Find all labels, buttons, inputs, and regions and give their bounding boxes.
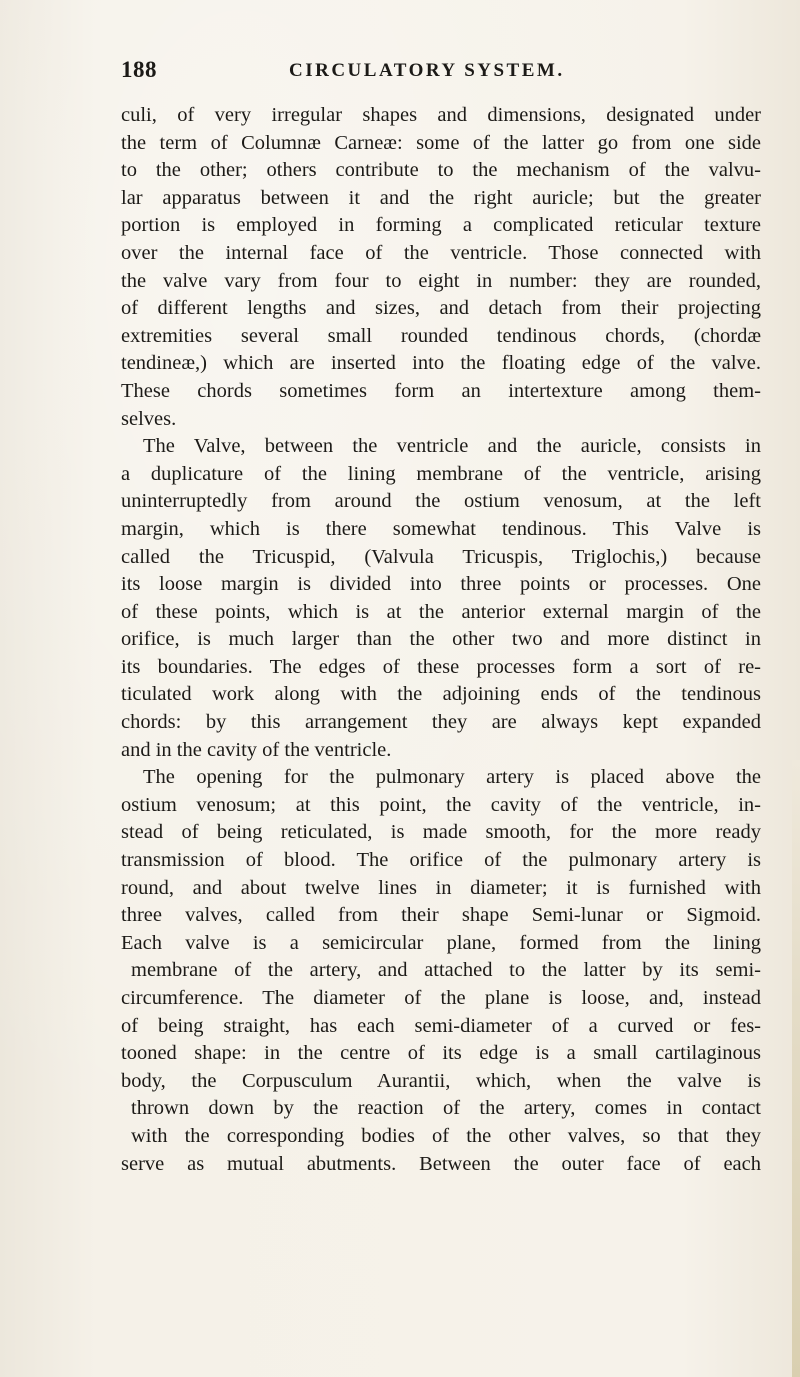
page-number: 188 [121, 57, 157, 82]
page-header [121, 57, 761, 91]
text-line: thrown down by the reaction of the artery, comes in contact [131, 1097, 761, 1120]
text-line: Each valve is a semicircular plane, formed from the lining [121, 931, 761, 954]
text-line: tendineæ,) which are inserted into the floating edge of the valve. [121, 352, 761, 375]
text-line: of being straight, has each semi-diameter of a curved or fes- [121, 1014, 761, 1037]
text-line: These chords sometimes form an intertexture among them- [121, 379, 761, 402]
text-line: body, the Corpusculum Aurantii, which, when the valve is [121, 1069, 761, 1092]
text-line: over the internal face of the ventricle. Those connected with [121, 241, 761, 264]
running-head: CIRCULATORY SYSTEM. [289, 60, 565, 81]
text-line: circumference. The diameter of the plane is loose, and, instead [121, 987, 761, 1009]
text-line: its boundaries. The edges of these processes form a sort of re- [121, 655, 761, 678]
text-line: and in the cavity of the ventricle. [121, 738, 392, 761]
text-line: The opening for the pulmonary artery is placed above the [143, 766, 761, 789]
text-line: of different lengths and sizes, and detach from their projecting [121, 297, 761, 320]
text-line: membrane of the artery, and attached to the latter by its semi- [131, 959, 761, 982]
text-line: three valves, called from their shape Semi-lunar or Sigmoid. [121, 904, 761, 927]
text-line: a duplicature of the lining membrane of the ventricle, arising [121, 462, 761, 485]
text-line: orifice, is much larger than the other two and more distinct in [121, 628, 761, 651]
text-line: ticulated work along with the adjoining ends of the tendinous [121, 683, 761, 706]
text-line: extremities several small rounded tendinous chords, (chordæ [121, 324, 761, 347]
text-line: chords: by this arrangement they are always kept expanded [121, 711, 761, 734]
text-line: margin, which is there somewhat tendinous. This Valve is [121, 517, 761, 540]
text-line: round, and about twelve lines in diameter; it is furnished with [121, 876, 761, 899]
text-line: called the Tricuspid, (Valvula Tricuspis, Triglochis,) because [121, 545, 761, 568]
text-line: ostium venosum; at this point, the cavity of the ventricle, in- [121, 793, 761, 816]
text-line: tooned shape: in the centre of its edge is a small cartilaginous [121, 1042, 761, 1065]
text-line: the valve vary from four to eight in number: they are rounded, [121, 269, 761, 292]
text-line: serve as mutual abutments. Between the outer face of each [121, 1152, 761, 1175]
body-text [121, 102, 761, 1178]
text-line: of these points, which is at the anterior external margin of the [121, 600, 761, 623]
text-line: uninterruptedly from around the ostium venosum, at the left [121, 490, 761, 513]
text-line: with the corresponding bodies of the other valves, so that they [131, 1124, 761, 1147]
text-line: culi, of very irregular shapes and dimensions, designated under [121, 104, 761, 126]
text-line: portion is employed in forming a complicated reticular texture [121, 214, 761, 237]
text-line: lar apparatus between it and the right auricle; but the greater [121, 186, 761, 209]
page-edge-shadow [792, 760, 800, 1377]
text-line: the term of Columnæ Carneæ: some of the latter go from one side [121, 131, 761, 154]
text-line: stead of being reticulated, is made smooth, for the more ready [121, 821, 761, 844]
text-line: selves. [121, 407, 177, 430]
text-line: The Valve, between the ventricle and the auricle, consists in [143, 435, 761, 458]
text-line: to the other; others contribute to the mechanism of the valvu- [121, 159, 761, 182]
text-line: transmission of blood. The orifice of the pulmonary artery is [121, 849, 761, 872]
text-line: its loose margin is divided into three points or processes. One [121, 573, 761, 596]
